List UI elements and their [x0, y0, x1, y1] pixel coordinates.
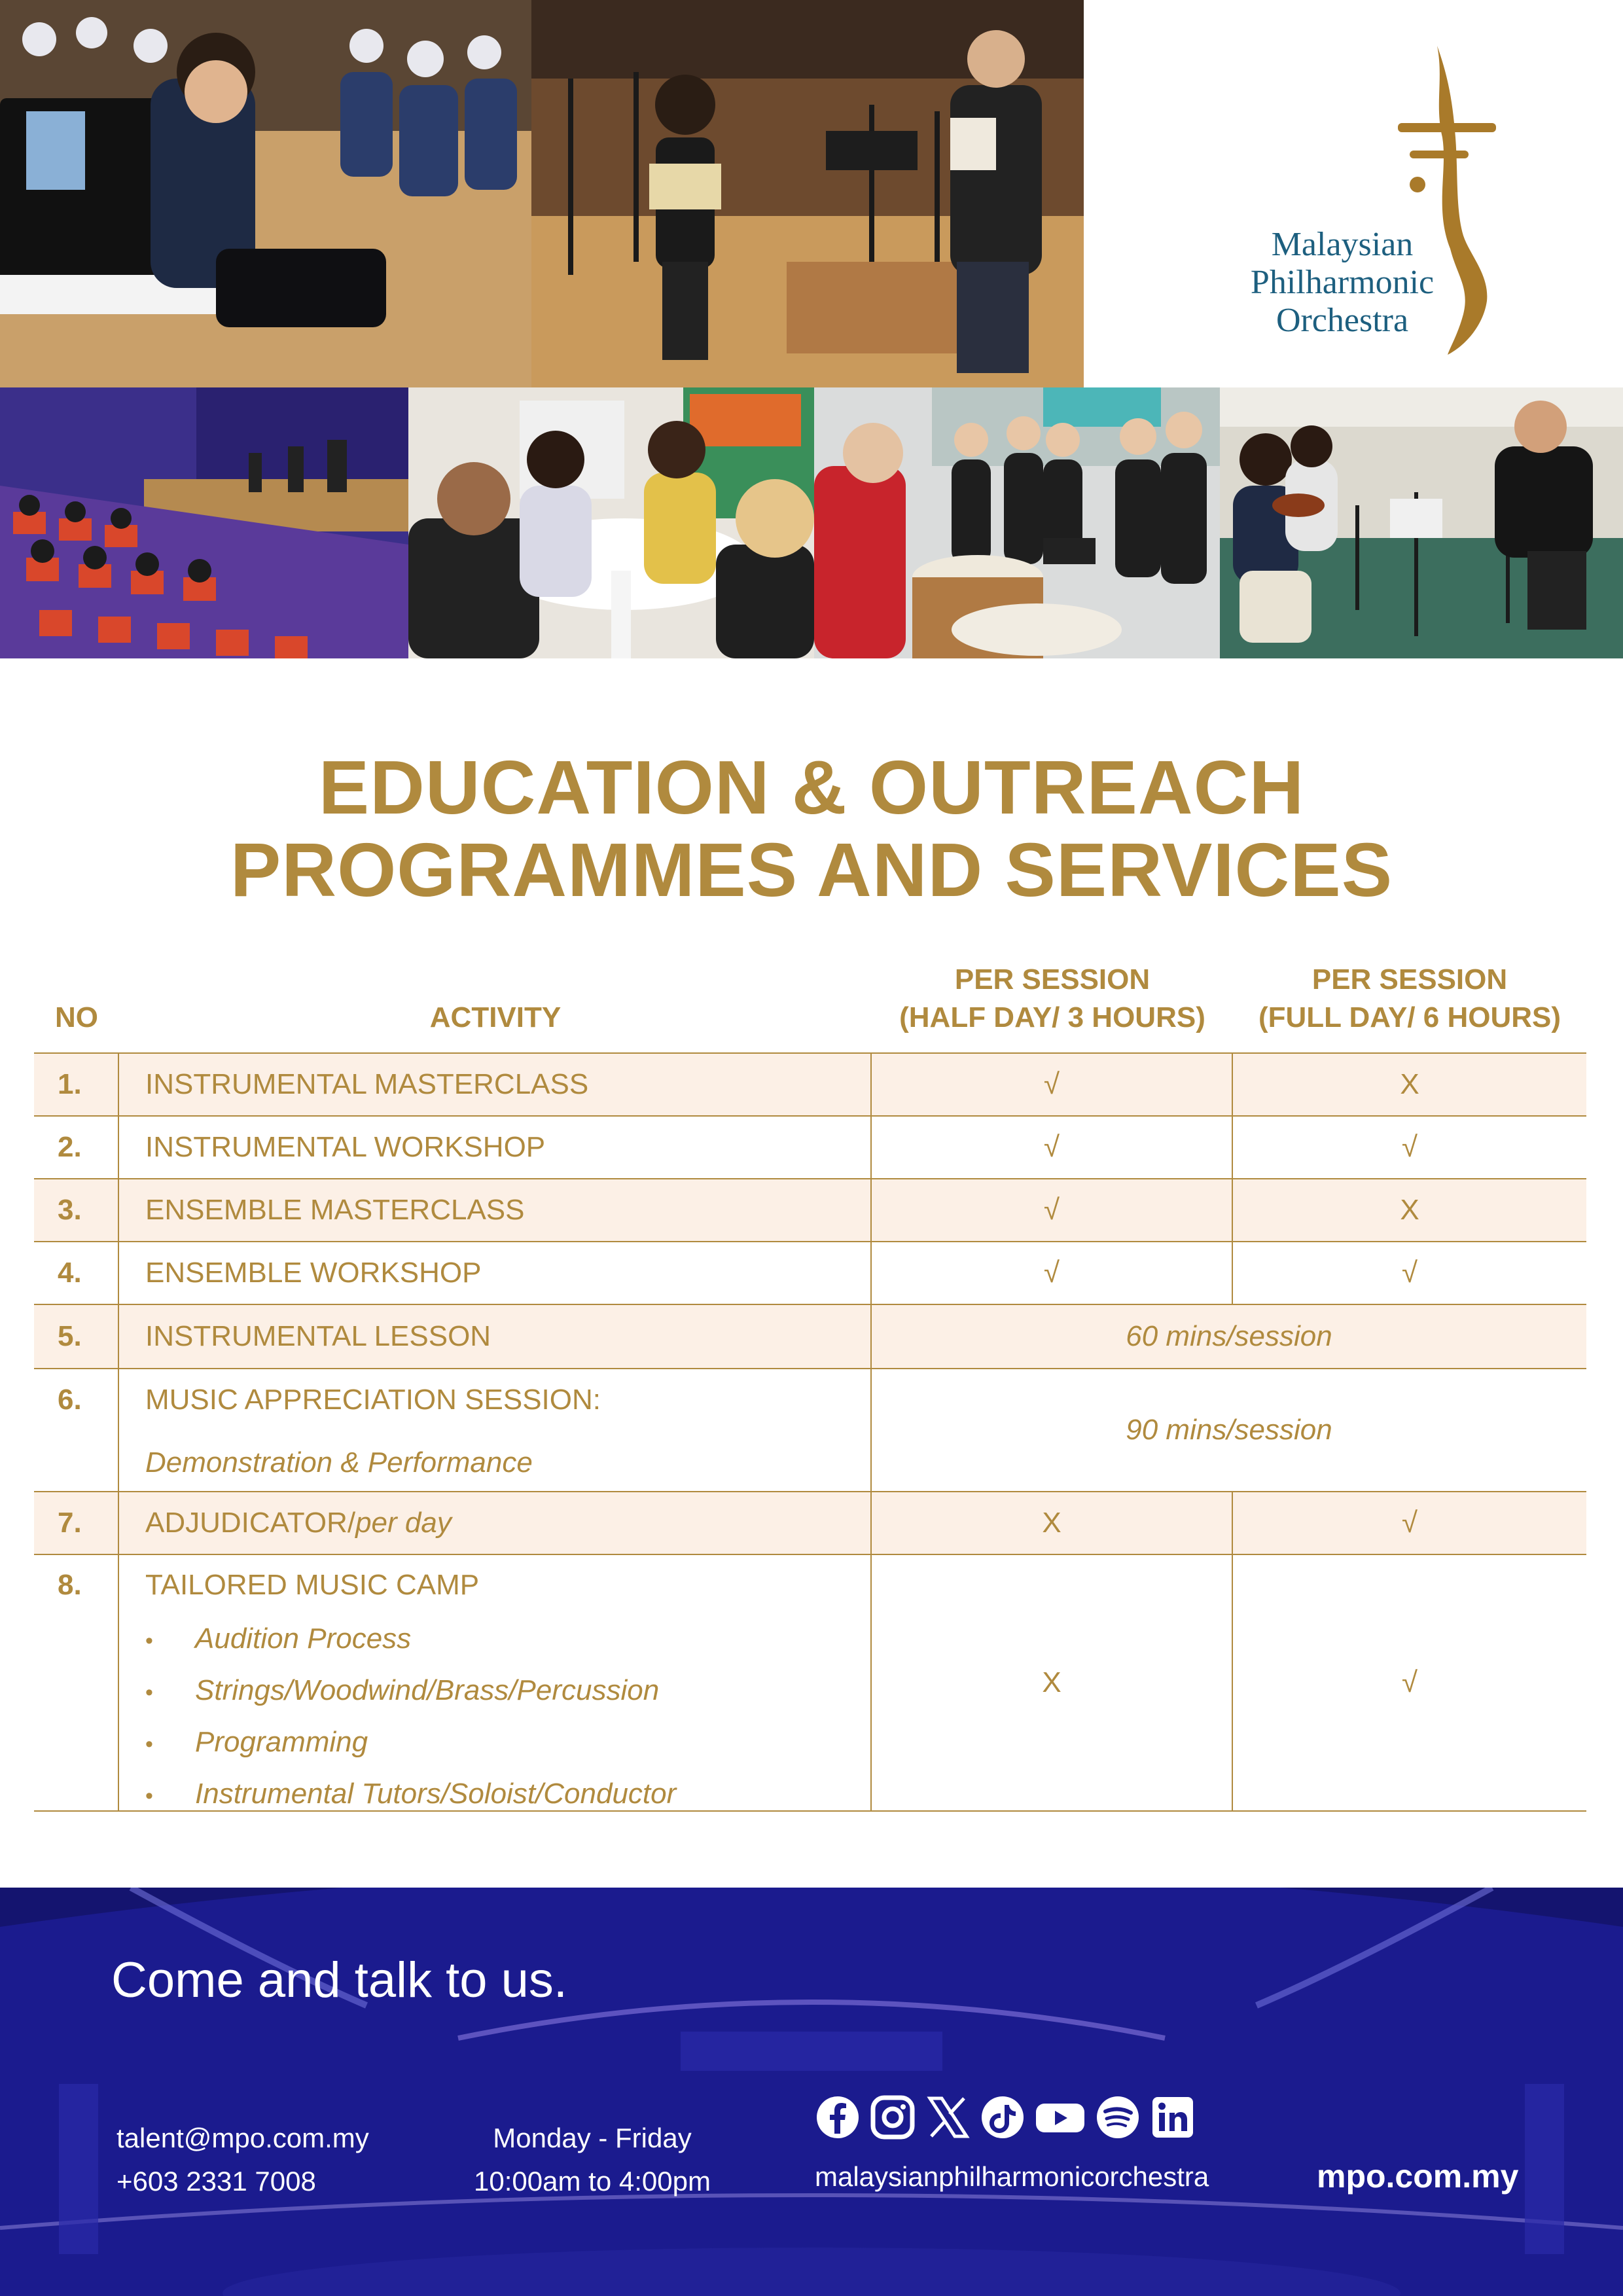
title-line-2: PROGRAMMES AND SERVICES [230, 827, 1393, 912]
bullet-dot: • [145, 1680, 153, 1705]
photo-violinist-conductor [531, 0, 1084, 387]
photo-strings-rehearsal [1220, 387, 1623, 658]
tiktok-icon[interactable] [980, 2094, 1026, 2140]
bullet-dot: • [145, 1732, 153, 1757]
header-full-day [1233, 961, 1586, 1037]
row-activity [119, 1492, 872, 1554]
row-activity [119, 1305, 872, 1368]
youtube-icon[interactable] [1035, 2094, 1086, 2140]
table-row [34, 1555, 1586, 1812]
row-activity [119, 1555, 872, 1810]
row-activity-text: INSTRUMENTAL MASTERCLASS [145, 1068, 589, 1100]
row-activity-qualifier: per day [355, 1507, 452, 1539]
photo-auditorium [0, 387, 408, 658]
row-number [34, 1305, 119, 1368]
footer [0, 1888, 1623, 2296]
row-activity-text: ADJUDICATOR/ [145, 1507, 356, 1539]
row-activity-text: INSTRUMENTAL WORKSHOP [145, 1131, 546, 1163]
row-number-text: 1. [58, 1068, 82, 1100]
bullet-text: Programming [195, 1726, 368, 1758]
logo-line-3: Orchestra [1275, 302, 1409, 339]
website-link[interactable]: mpo.com.my [1317, 2158, 1519, 2195]
row-activity-text: ENSEMBLE WORKSHOP [145, 1257, 482, 1289]
bullet-item [145, 1769, 870, 1821]
table-row [34, 1117, 1586, 1179]
row-duration: 90 mins/session [1126, 1414, 1332, 1446]
contact-email[interactable]: talent@mpo.com.my [116, 2123, 369, 2153]
row-half-day: X [872, 1555, 1233, 1810]
row-full-day: √ [1401, 1257, 1418, 1289]
bullet-text: Instrumental Tutors/Soloist/Conductor [195, 1778, 677, 1810]
logo-wordmark [1198, 226, 1486, 340]
header-full-line-2: (FULL DAY/ 6 HOURS) [1258, 1001, 1561, 1033]
row-activity-text: ENSEMBLE MASTERCLASS [145, 1194, 525, 1226]
page-title [0, 746, 1623, 911]
row-full-day: √ [1401, 1666, 1418, 1698]
header-half-day [872, 961, 1233, 1037]
facebook-icon[interactable] [815, 2094, 861, 2140]
table-row [34, 1492, 1586, 1555]
row-number-text: 4. [58, 1257, 82, 1289]
row-activity [119, 1117, 872, 1178]
row-number [34, 1242, 119, 1304]
header-half-line-2: (HALF DAY/ 3 HOURS) [899, 1001, 1205, 1033]
office-time: 10:00am to 4:00pm [474, 2166, 711, 2197]
row-activity-text: TAILORED MUSIC CAMP [145, 1569, 480, 1601]
row-full-day: √ [1401, 1131, 1418, 1163]
row-number [34, 1054, 119, 1115]
row-number-text: 8. [58, 1569, 82, 1601]
table-row [34, 1305, 1586, 1369]
table-row [34, 1242, 1586, 1305]
row-number-text: 2. [58, 1131, 82, 1163]
row-number [34, 1492, 119, 1554]
logo-line-2: Philharmonic [1250, 264, 1435, 301]
row-number-text: 6. [58, 1384, 82, 1416]
row-number [34, 1117, 119, 1178]
row-number [34, 1179, 119, 1241]
footer-tagline: Come and talk to us. [111, 1952, 568, 2008]
bullet-dot: • [145, 1784, 153, 1808]
row-activity-subtitle: Demonstration & Performance [145, 1446, 533, 1479]
photo-discussion [408, 387, 814, 658]
row-number [34, 1555, 119, 1810]
row-activity [119, 1054, 872, 1115]
header-full-line-1: PER SESSION [1311, 963, 1508, 996]
row-half-day: √ [872, 1179, 1233, 1241]
logo-line-1: Malaysian [1271, 226, 1414, 263]
row-activity-text: INSTRUMENTAL LESSON [145, 1320, 491, 1352]
contact-details [116, 2117, 369, 2203]
row-activity [119, 1369, 872, 1491]
spotify-icon[interactable] [1095, 2094, 1141, 2140]
table-header [34, 956, 1586, 1052]
bullet-item [145, 1666, 870, 1717]
row-duration: 60 mins/session [1126, 1320, 1332, 1352]
row-number-text: 5. [58, 1320, 82, 1352]
x-icon[interactable] [925, 2094, 971, 2140]
header-activity: ACTIVITY [429, 1001, 562, 1033]
row-half-day: √ [872, 1117, 1233, 1178]
photo-pianist [0, 0, 531, 387]
row-full-day: X [1400, 1068, 1419, 1100]
bullet-text: Strings/Woodwind/Brass/Percussion [195, 1674, 660, 1706]
photo-collage [0, 0, 1623, 658]
photo-percussion [814, 387, 1220, 658]
office-days: Monday - Friday [493, 2123, 692, 2153]
linkedin-icon[interactable] [1150, 2094, 1196, 2140]
table-body [34, 1052, 1586, 1812]
bullet-item [145, 1717, 870, 1769]
table-row [34, 1369, 1586, 1492]
row-activity [119, 1242, 872, 1304]
row-half-day: √ [872, 1054, 1233, 1115]
mpo-logo [1084, 0, 1623, 387]
bullet-item [145, 1614, 870, 1666]
instagram-icon[interactable] [870, 2094, 916, 2140]
header-half-line-1: PER SESSION [954, 963, 1150, 996]
row-half-day: X [872, 1492, 1233, 1554]
contact-phone[interactable]: +603 2331 7008 [116, 2166, 316, 2197]
row-full-day: X [1400, 1194, 1419, 1226]
bullet-text: Audition Process [195, 1623, 412, 1655]
table-row [34, 1054, 1586, 1117]
bullet-dot: • [145, 1628, 153, 1653]
row-activity-text: MUSIC APPRECIATION SESSION: [145, 1384, 601, 1416]
row-activity [119, 1179, 872, 1241]
row-half-day: √ [872, 1242, 1233, 1304]
row-number-text: 7. [58, 1507, 82, 1539]
table-row [34, 1179, 1586, 1242]
office-hours [458, 2117, 726, 2203]
concert-hall-background [0, 1888, 1623, 2296]
header-no: NO [55, 1001, 98, 1033]
title-line-1: EDUCATION & OUTREACH [318, 745, 1305, 830]
row-full-day: √ [1401, 1507, 1418, 1539]
row-number [34, 1369, 119, 1491]
social-handle[interactable]: malaysianphilharmonicorchestra [815, 2161, 1209, 2192]
row-number-text: 3. [58, 1194, 82, 1226]
